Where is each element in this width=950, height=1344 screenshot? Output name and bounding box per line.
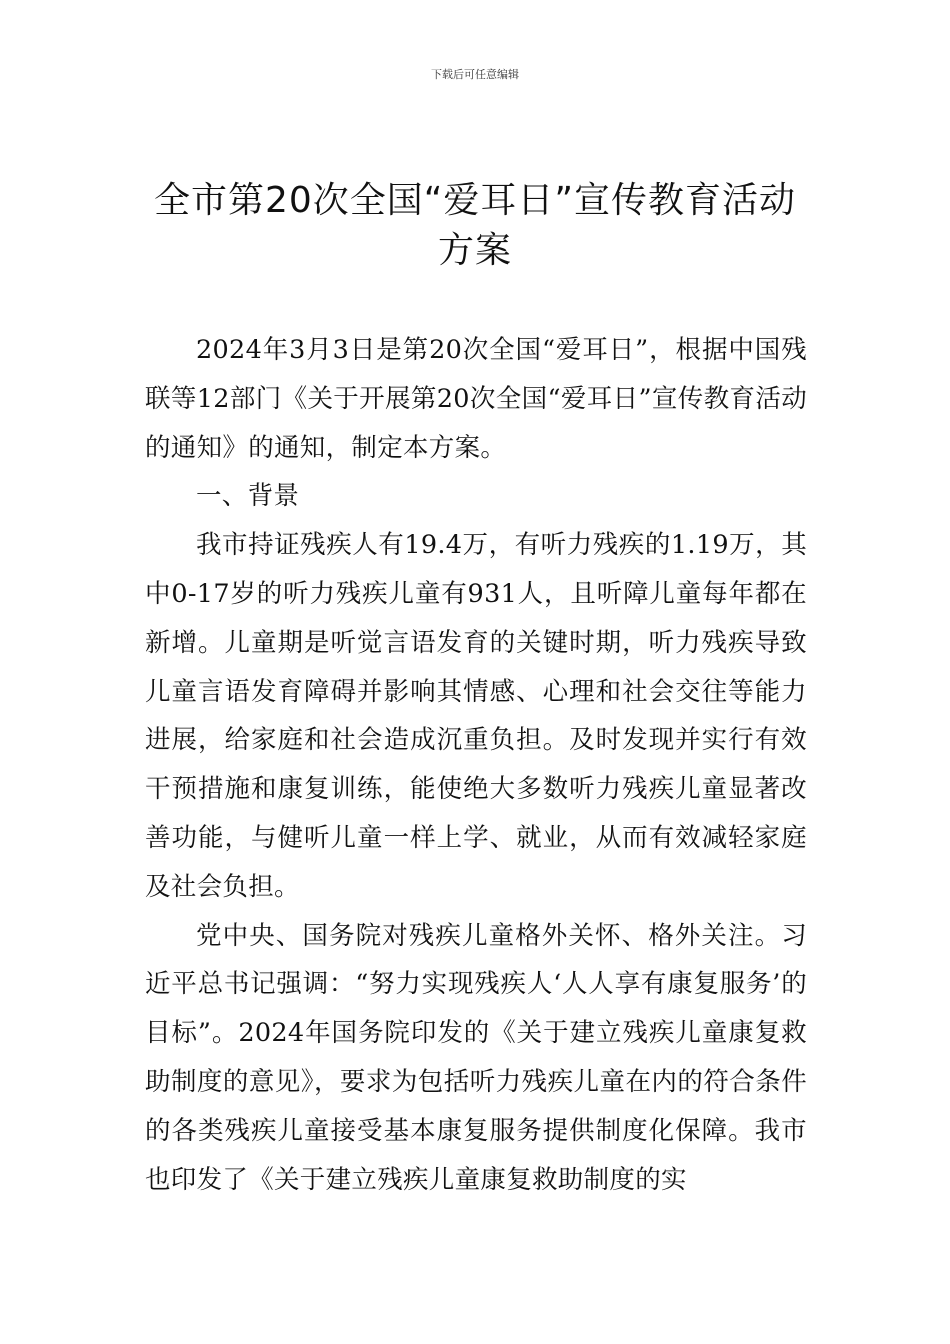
intro-paragraph: 2024年3月3日是第20次全国“爱耳日”，根据中国残联等12部门《关于开展第20次全国“爱耳日”宣传教育活动的通知》的通知，制定本方案。: [145, 335, 807, 463]
document-title: [145, 176, 805, 276]
section-heading-background: 一、背景: [196, 481, 300, 512]
document-title-line-1: 全市第20次全国“爱耳日”宣传教育活动: [153, 180, 797, 221]
policy-paragraph: 党中央、国务院对残疾儿童格外关怀、格外关注。习近平总书记强调：“努力实现残疾人‘人人享有康复服务’的目标”。2024年国务院印发的《关于建立残疾儿童康复救助制度的意见》，要求为包括听力残疾儿童在内的符合条件的各类残疾儿童接受基本康复服务提供制度化保障。我市也印发了《关于建立残疾儿童康复救助制度的实: [145, 920, 807, 1195]
document-title-line-2: 方案: [437, 230, 512, 271]
background-paragraph: 我市持证残疾人有19.4万，有听力残疾的1.19万，其中0-17岁的听力残疾儿童有931人，且听障儿童每年都在新增。儿童期是听觉言语发育的关键时期，听力残疾导致儿童言语发育障碍并影响其情感、心理和社会交往等能力进展，给家庭和社会造成沉重负担。及时发现并实行有效干预措施和康复训练，能使绝大多数听力残疾儿童显著改善功能，与健听儿童一样上学、就业，从而有效减轻家庭及社会负担。: [145, 530, 807, 902]
document-body: [145, 326, 807, 1204]
page-header-note: 下载后可任意编辑: [431, 68, 519, 81]
